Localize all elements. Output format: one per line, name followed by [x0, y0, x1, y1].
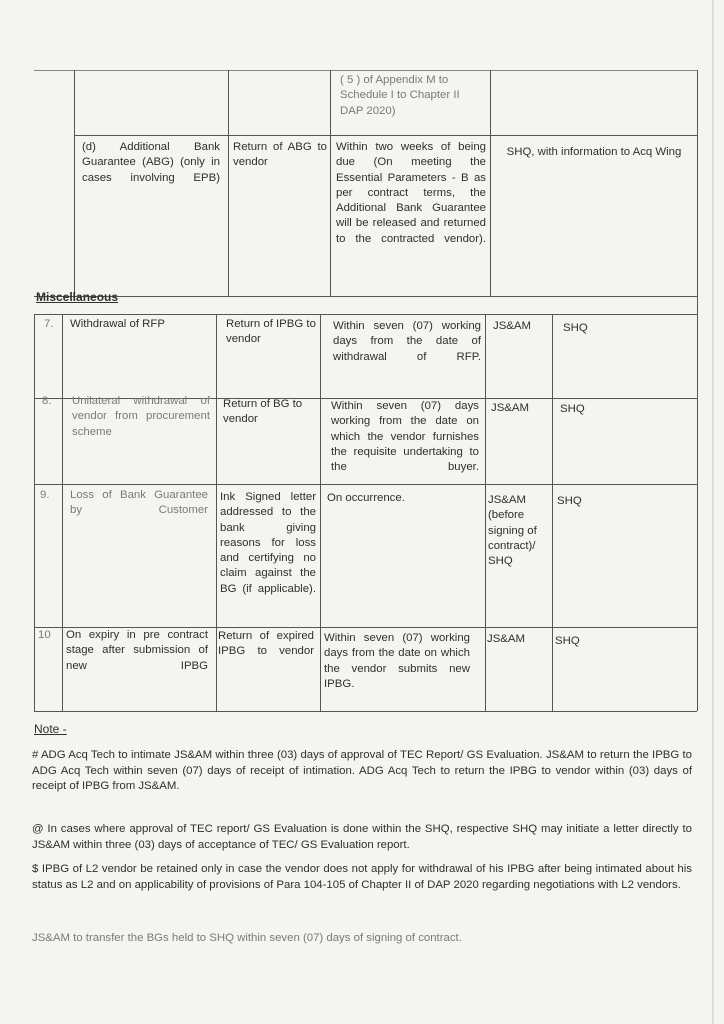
row-serial: 7.: [44, 318, 54, 330]
row-action: Ink Signed letter addressed to the bank giving reasons for loss and certifying no claim against the BG (if applicable).: [220, 491, 316, 595]
row-serial: 8.: [42, 395, 52, 407]
section-heading-miscellaneous: Miscellaneous: [36, 290, 119, 304]
row-authority: SHQ: [557, 495, 582, 507]
row-authority: SHQ: [555, 635, 580, 647]
note-label: [34, 722, 67, 737]
row-initiator: JS&AM: [493, 320, 531, 332]
note-label-text: Note -: [34, 722, 67, 736]
row-timeline: Within seven (07) working days from the date on which the vendor submits new IPBG.: [324, 632, 470, 690]
note-at: @ In cases where approval of TEC report/ GS Evaluation is done within the SHQ, respective SHQ may initiate a letter directly to JS&AM within three (03) days of acceptance of TEC/ GS Evaluation report.: [32, 823, 692, 851]
row-initiator: JS&AM: [491, 402, 529, 414]
row-initiator: JS&AM: [487, 633, 525, 645]
row-action: Return of IPBG to vendor: [226, 318, 316, 346]
row-action: Return of BG to vendor: [223, 398, 303, 426]
row-item: Withdrawal of RFP: [70, 318, 165, 330]
appendix-reference-text: ( 5 ) of Appendix M to Schedule I to Chapter II DAP 2020): [340, 74, 460, 117]
row-action: Return of expired IPBG to vendor: [218, 630, 314, 658]
note-dollar: $ IPBG of L2 vendor be retained only in case the vendor does not apply for withdrawal of his IPBG after being intimated about his status as L2 and on applicability of provisions of Para 104-105 of Chapter II of DAP 2020 regarding negotiations with L2 vendors.: [32, 863, 692, 891]
row-item: Loss of Bank Guarantee by Customer: [70, 489, 208, 517]
row-timeline: Within seven (07) days working from the date on which the vendor furnishes the requisite undertaking to the buyer.: [331, 400, 479, 474]
row-serial: 10: [38, 629, 51, 641]
row-item: On expiry in pre contract stage after submission of new IPBG: [66, 629, 208, 672]
row-d-action: Return of ABG to vendor: [233, 141, 327, 169]
row-authority: SHQ: [563, 322, 588, 334]
row-d-authority: SHQ, with information to Acq Wing: [506, 146, 682, 158]
page-edge-shadow: [712, 0, 714, 1024]
row-authority: SHQ: [560, 403, 585, 415]
row-d-timeline: Within two weeks of being due (On meeting the Essential Parameters - B as per contract terms, the Additional Bank Guarantee will be released and returned to the contracted vendor).: [336, 141, 486, 245]
row-item: Unilateral withdrawal of vendor from procurement scheme: [72, 395, 210, 438]
row-timeline: On occurrence.: [327, 492, 405, 504]
row-serial: 9.: [40, 489, 50, 501]
row-d-item: (d) Additional Bank Guarantee (ABG) (only in cases involving EPB): [82, 141, 220, 184]
row-initiator: JS&AM (before signing of contract)/ SHQ: [488, 494, 537, 568]
note-transfer: JS&AM to transfer the BGs held to SHQ within seven (07) days of signing of contract.: [32, 932, 462, 944]
row-timeline: Within seven (07) working days from the date of withdrawal of RFP.: [333, 320, 481, 363]
note-hash: # ADG Acq Tech to intimate JS&AM within three (03) days of approval of TEC Report/ GS Evaluation. JS&AM to return the IPBG to ADG Acq Tech within seven (07) days of receipt of intimation. ADG Acq Tech to return the IPBG to vendor within (03) days of receipt of IPBG from JS&AM.: [32, 749, 692, 792]
